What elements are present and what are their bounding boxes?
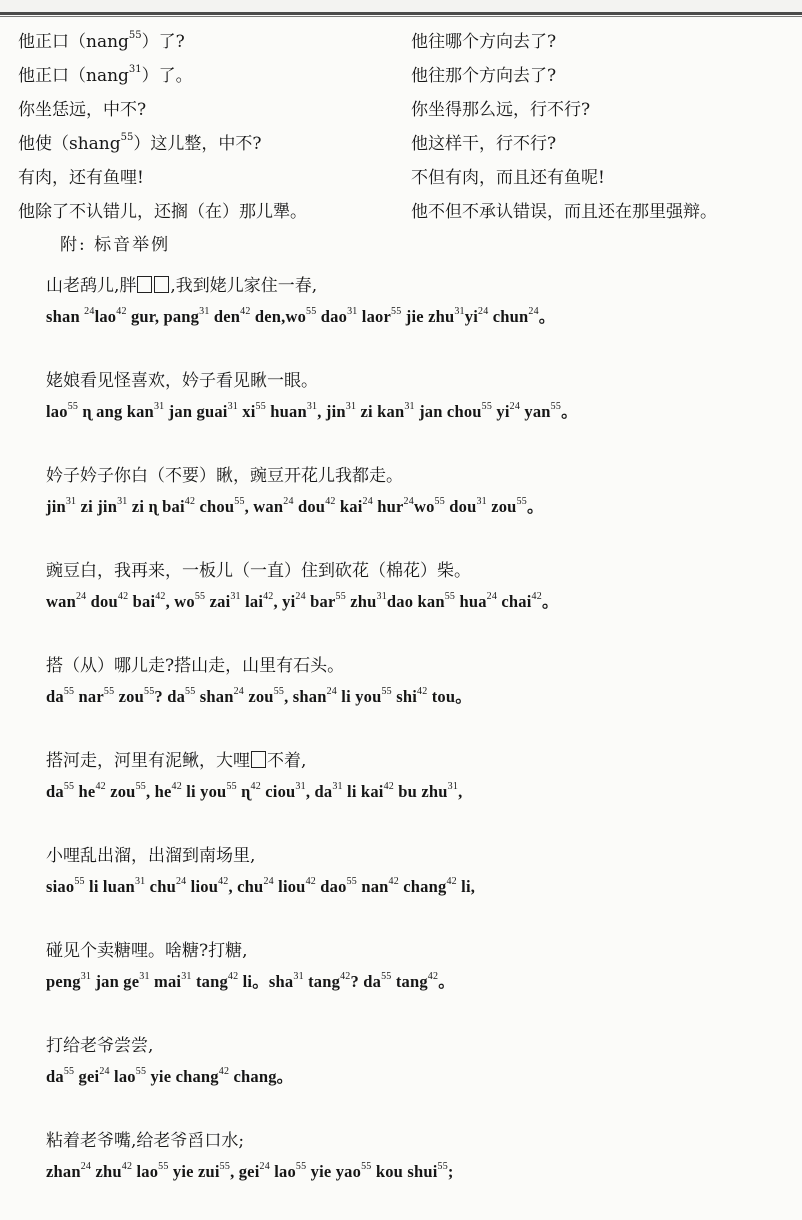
text-run: 他除了不认错儿，还搁（在）那儿犟。 — [18, 201, 307, 222]
tone-number: 31 — [199, 305, 210, 317]
tone-number: 42 — [383, 780, 394, 792]
verse-chinese — [46, 745, 796, 777]
text-run: den,wo — [250, 307, 307, 326]
text-run: chou — [195, 497, 235, 516]
text-run: ? da — [154, 687, 186, 706]
comparison-row — [18, 56, 793, 90]
text-run: lao — [109, 1067, 136, 1086]
standard-sentence: 不但有肉，而且还有鱼呢! — [411, 167, 605, 188]
text-run: zou — [486, 497, 517, 516]
tone-number: 42 — [121, 1160, 133, 1172]
text-run: , wo — [165, 592, 195, 611]
tone-number: 31 — [153, 400, 165, 412]
tone-number: 55 — [74, 875, 85, 887]
text-run: ）了? — [141, 31, 185, 52]
tone-number: 42 — [117, 590, 129, 602]
tone-number: 55 — [63, 1065, 75, 1077]
tone-number: 24 — [362, 495, 373, 507]
tone-number: 24 — [233, 685, 244, 697]
tone-number: 31 — [447, 780, 459, 792]
tone-number: 55 — [306, 305, 317, 317]
text-run: , chu — [228, 877, 264, 896]
tone-number: 31 — [347, 305, 358, 317]
tone-number: 31 — [376, 590, 387, 602]
text-run: 搭河走，河里有泥鳅，大哩 — [46, 751, 250, 771]
transcription-examples — [46, 270, 796, 1220]
tone-number: 42 — [218, 875, 229, 887]
text-run: li。sha — [238, 972, 294, 991]
verse-chinese — [46, 1030, 796, 1062]
standard-sentence: 他往那个方向去了? — [411, 65, 557, 86]
text-run: dou — [293, 497, 326, 516]
verse-block — [46, 365, 796, 460]
comparison-row — [18, 90, 793, 124]
tone-number: 55 — [144, 685, 155, 697]
text-run: dou — [444, 497, 477, 516]
dialect-sentence — [18, 27, 411, 52]
text-run: , he — [145, 782, 172, 801]
missing-char-box — [137, 276, 152, 293]
text-run: 打给老爷尝尝, — [46, 1036, 154, 1056]
verse-block — [46, 555, 796, 650]
text-run: 你坐恁远，中不? — [18, 99, 147, 120]
tone-number: 31 — [139, 970, 150, 982]
text-run: 妗子妗子你白（不要）瞅，豌豆开花儿我都走。 — [46, 466, 403, 486]
tone-number: 55 — [255, 400, 266, 412]
text-run: li kai — [342, 782, 384, 801]
tone-number: 55 — [434, 495, 445, 507]
text-run: bu zhu — [393, 782, 448, 801]
tone-number: 55 — [550, 400, 562, 412]
text-run: , yi — [273, 592, 296, 611]
dialect-sentence — [18, 163, 411, 188]
verse-chinese — [46, 270, 796, 302]
text-run: , gei — [230, 1162, 260, 1181]
tone-number: 24 — [84, 305, 95, 317]
verse-block — [46, 1030, 796, 1125]
text-run: zi jin — [76, 497, 118, 516]
text-run: 小哩乱出溜，出溜到南场里, — [46, 846, 256, 866]
text-run: 。 — [561, 402, 578, 421]
tone-number: 55 — [135, 780, 146, 792]
dialect-sentence — [18, 129, 411, 154]
text-run: yi — [492, 402, 510, 421]
text-run: zhu — [345, 592, 377, 611]
text-run: kai — [335, 497, 363, 516]
text-run: 他使（shang — [18, 133, 121, 154]
tone-number: 24 — [259, 1160, 270, 1172]
text-run: tang — [391, 972, 428, 991]
text-run: siao — [46, 877, 75, 896]
tone-number: 24 — [263, 875, 274, 887]
tone-number: 55 — [185, 685, 196, 697]
tone-number: 24 — [486, 590, 498, 602]
text-run: tang — [191, 972, 228, 991]
text-run: liou — [186, 877, 219, 896]
verse-chinese — [46, 650, 796, 682]
tone-number: 55 — [273, 685, 285, 697]
verse-pinyin — [46, 967, 796, 997]
text-run: ）这儿整，中不? — [133, 133, 262, 154]
text-run: 碰见个卖糖哩。啥糖?打糖, — [46, 941, 248, 961]
text-run: yie zui — [168, 1162, 220, 1181]
tone-number: 31 — [65, 495, 77, 507]
text-run: bar — [305, 592, 336, 611]
text-run: li you — [336, 687, 382, 706]
tone-number: 55 — [381, 970, 392, 982]
text-run: da — [46, 782, 64, 801]
tone-number: 24 — [175, 875, 187, 887]
text-run: tou。 — [427, 687, 472, 706]
tone-number: 55 — [234, 495, 245, 507]
text-run: 。 — [526, 497, 544, 516]
text-run: laor — [357, 307, 392, 326]
verse-pinyin — [46, 492, 796, 522]
tone-number: 42 — [155, 590, 166, 602]
text-run: li, — [456, 877, 476, 896]
text-run: jan guai — [164, 402, 228, 421]
tone-number: 55 — [226, 780, 237, 792]
verse-pinyin — [46, 872, 796, 902]
standard-sentence: 他往哪个方向去了? — [411, 31, 557, 52]
tone-number: 42 — [227, 970, 239, 982]
text-run: lao — [46, 402, 68, 421]
verse-pinyin — [46, 1157, 796, 1187]
header-rule — [0, 0, 802, 15]
verse-pinyin — [46, 682, 796, 712]
text-run: ,我到姥儿家住一春, — [170, 276, 318, 296]
text-run: 有肉，还有鱼哩! — [18, 167, 144, 188]
tone-number: 24 — [326, 685, 337, 697]
text-run: ; — [447, 1162, 454, 1181]
text-run: chu — [145, 877, 176, 896]
tone-number: 42 — [388, 875, 399, 887]
text-run: dao kan — [386, 592, 445, 611]
text-run: shan — [46, 307, 85, 326]
tone-number: 55 — [444, 590, 456, 602]
tone-number: 42 — [263, 590, 274, 602]
text-run: peng — [46, 972, 81, 991]
text-run: 。 — [438, 972, 455, 991]
text-run: 他正口（nang — [18, 31, 129, 52]
verse-block — [46, 840, 796, 935]
text-run: chun — [488, 307, 529, 326]
text-run: mai — [149, 972, 182, 991]
tone-number: 31 — [134, 875, 146, 887]
text-run: chang — [398, 877, 447, 896]
tone-number: 24 — [99, 1065, 110, 1077]
text-run: , wan — [244, 497, 284, 516]
verse-pinyin — [46, 1062, 796, 1092]
text-run: 粘着老爷嘴,给老爷舀口水; — [46, 1131, 245, 1151]
tone-number: 55 — [516, 495, 527, 507]
verse-pinyin — [46, 777, 796, 807]
text-run: lao — [94, 307, 117, 326]
text-run: 搭（从）哪儿走?搭山走，山里有石头。 — [46, 656, 345, 676]
tone-number: 42 — [417, 685, 428, 697]
text-run: da — [46, 1067, 64, 1086]
tone-number: 31 — [454, 305, 465, 317]
standard-sentence: 他不但不承认错误，而且还在那里强辩。 — [411, 201, 717, 222]
missing-char-box — [251, 751, 266, 768]
text-run: dao — [316, 307, 348, 326]
tone-number: 55 — [194, 590, 206, 602]
verse-pinyin — [46, 587, 796, 617]
text-run: da — [46, 687, 64, 706]
text-run: ? da — [350, 972, 382, 991]
text-run: yan — [520, 402, 551, 421]
tone-number: 55 — [219, 1160, 231, 1172]
tone-number: 42 — [325, 495, 336, 507]
verse-block — [46, 650, 796, 745]
text-run: , jin — [317, 402, 346, 421]
verse-chinese — [46, 555, 796, 587]
standard-sentence: 你坐得那么远，行不行? — [411, 99, 591, 120]
comparison-row — [18, 22, 793, 56]
tone-number: 31 — [332, 780, 343, 792]
verse-chinese — [46, 460, 796, 492]
text-run: yie chang — [146, 1067, 219, 1086]
tone-number: 55 — [120, 131, 134, 143]
tone-number: 42 — [305, 875, 316, 887]
text-run: jan chou — [414, 402, 482, 421]
text-run: gur, pang — [126, 307, 200, 326]
tone-number: 55 — [391, 305, 402, 317]
comparison-table — [18, 22, 793, 226]
text-run: zhan — [46, 1162, 81, 1181]
tone-number: 55 — [158, 1160, 169, 1172]
text-run: zou — [114, 687, 145, 706]
tone-number: 55 — [346, 875, 357, 887]
verse-block — [46, 935, 796, 1030]
text-run: dao — [315, 877, 347, 896]
text-run: dou — [86, 592, 118, 611]
tone-number: 31 — [230, 590, 241, 602]
tone-number: 42 — [218, 1065, 230, 1077]
tone-number: 55 — [335, 590, 346, 602]
tone-number: 42 — [427, 970, 439, 982]
tone-number: 31 — [80, 970, 92, 982]
tone-number: 24 — [80, 1160, 92, 1172]
text-run: , — [458, 782, 463, 801]
tone-number: 31 — [404, 400, 415, 412]
verse-pinyin — [46, 397, 796, 427]
text-run: kou shui — [371, 1162, 438, 1181]
standard-sentence: 他这样干，行不行? — [411, 133, 557, 154]
verse-chinese — [46, 1125, 796, 1157]
text-run: nan — [357, 877, 389, 896]
tone-number: 31 — [117, 495, 128, 507]
tone-number: 55 — [63, 685, 75, 697]
text-run: zou — [105, 782, 136, 801]
tone-number: 31 — [293, 970, 304, 982]
text-run: 不着, — [267, 751, 307, 771]
missing-char-box — [154, 276, 169, 293]
verse-block — [46, 1125, 796, 1220]
verse-block — [46, 460, 796, 555]
tone-number: 55 — [63, 780, 75, 792]
text-run: zi ɳ bai — [127, 497, 185, 516]
tone-number: 55 — [437, 1160, 448, 1172]
dialect-sentence — [18, 95, 411, 120]
tone-number: 24 — [295, 590, 306, 602]
tone-number: 24 — [528, 305, 539, 317]
text-run: gei — [74, 1067, 100, 1086]
text-run: den — [209, 307, 241, 326]
text-run: ciou — [260, 782, 296, 801]
text-run: zi kan — [356, 402, 405, 421]
text-run: ）了。 — [141, 65, 193, 86]
tone-number: 42 — [340, 970, 351, 982]
text-run: bai — [128, 592, 156, 611]
tone-number: 55 — [481, 400, 493, 412]
tone-number: 31 — [181, 970, 192, 982]
text-run: jan ge — [91, 972, 140, 991]
verse-chinese — [46, 935, 796, 967]
tone-number: 55 — [381, 685, 392, 697]
verse-chinese — [46, 365, 796, 397]
text-run: wan — [46, 592, 76, 611]
verse-pinyin — [46, 302, 796, 332]
tone-number: 31 — [345, 400, 357, 412]
tone-number: 55 — [67, 400, 79, 412]
text-run: nar — [74, 687, 104, 706]
tone-number: 42 — [531, 590, 542, 602]
text-run: lao — [269, 1162, 296, 1181]
comparison-row — [18, 192, 793, 226]
text-run: li luan — [84, 877, 135, 896]
text-run: jin — [46, 497, 66, 516]
tone-number: 24 — [283, 495, 294, 507]
text-run: chang。 — [229, 1067, 294, 1086]
tone-number: 42 — [240, 305, 251, 317]
text-run: jie zhu — [401, 307, 455, 326]
text-run: 山老鸹儿,胖 — [46, 276, 137, 296]
tone-number: 55 — [103, 685, 115, 697]
text-run: ɳ — [236, 782, 251, 801]
text-run: , shan — [284, 687, 327, 706]
dialect-sentence — [18, 61, 411, 86]
appendix-title: 附: 标音举例 — [60, 235, 171, 255]
comparison-row — [18, 124, 793, 158]
text-run: 豌豆白，我再来，一板儿（一直）住到砍花（棉花）柴。 — [46, 561, 471, 581]
tone-number: 31 — [306, 400, 318, 412]
tone-number: 24 — [478, 305, 489, 317]
tone-number: 24 — [509, 400, 521, 412]
verse-block — [46, 270, 796, 365]
tone-number: 31 — [295, 780, 306, 792]
text-run: yi — [464, 307, 478, 326]
text-run: ɳ ang kan — [78, 402, 154, 421]
text-run: shan — [195, 687, 234, 706]
text-run: lao — [132, 1162, 159, 1181]
text-run: zhu — [91, 1162, 122, 1181]
tone-number: 55 — [128, 29, 142, 41]
text-run: liou — [273, 877, 306, 896]
verse-block — [46, 745, 796, 840]
text-run: huan — [265, 402, 307, 421]
tone-number: 31 — [128, 63, 142, 75]
text-run: he — [74, 782, 96, 801]
tone-number: 31 — [227, 400, 238, 412]
tone-number: 55 — [295, 1160, 307, 1172]
text-run: zou — [244, 687, 274, 706]
text-run: hur — [372, 497, 404, 516]
text-run: lai — [240, 592, 264, 611]
verse-chinese — [46, 840, 796, 872]
tone-number: 55 — [361, 1160, 372, 1172]
comparison-row — [18, 158, 793, 192]
tone-number: 55 — [135, 1065, 147, 1077]
tone-number: 24 — [403, 495, 414, 507]
text-run: wo — [413, 497, 435, 516]
tone-number: 42 — [446, 875, 457, 887]
text-run: hua — [455, 592, 487, 611]
text-run: xi — [237, 402, 256, 421]
text-run: 。 — [538, 307, 556, 326]
text-run: chai — [497, 592, 532, 611]
tone-number: 42 — [171, 780, 182, 792]
text-run: zai — [205, 592, 231, 611]
text-run: tang — [303, 972, 341, 991]
text-run: , da — [305, 782, 333, 801]
tone-number: 42 — [95, 780, 106, 792]
text-run: yie yao — [306, 1162, 362, 1181]
tone-number: 42 — [250, 780, 261, 792]
tone-number: 24 — [75, 590, 87, 602]
text-run: shi — [391, 687, 417, 706]
text-run: 。 — [541, 592, 559, 611]
text-run: li you — [181, 782, 227, 801]
tone-number: 31 — [476, 495, 487, 507]
text-run: 姥娘看见怪喜欢，妗子看见瞅一眼。 — [46, 371, 318, 391]
tone-number: 42 — [116, 305, 127, 317]
dialect-sentence — [18, 197, 411, 222]
text-run: 他正口（nang — [18, 65, 129, 86]
tone-number: 42 — [184, 495, 196, 507]
